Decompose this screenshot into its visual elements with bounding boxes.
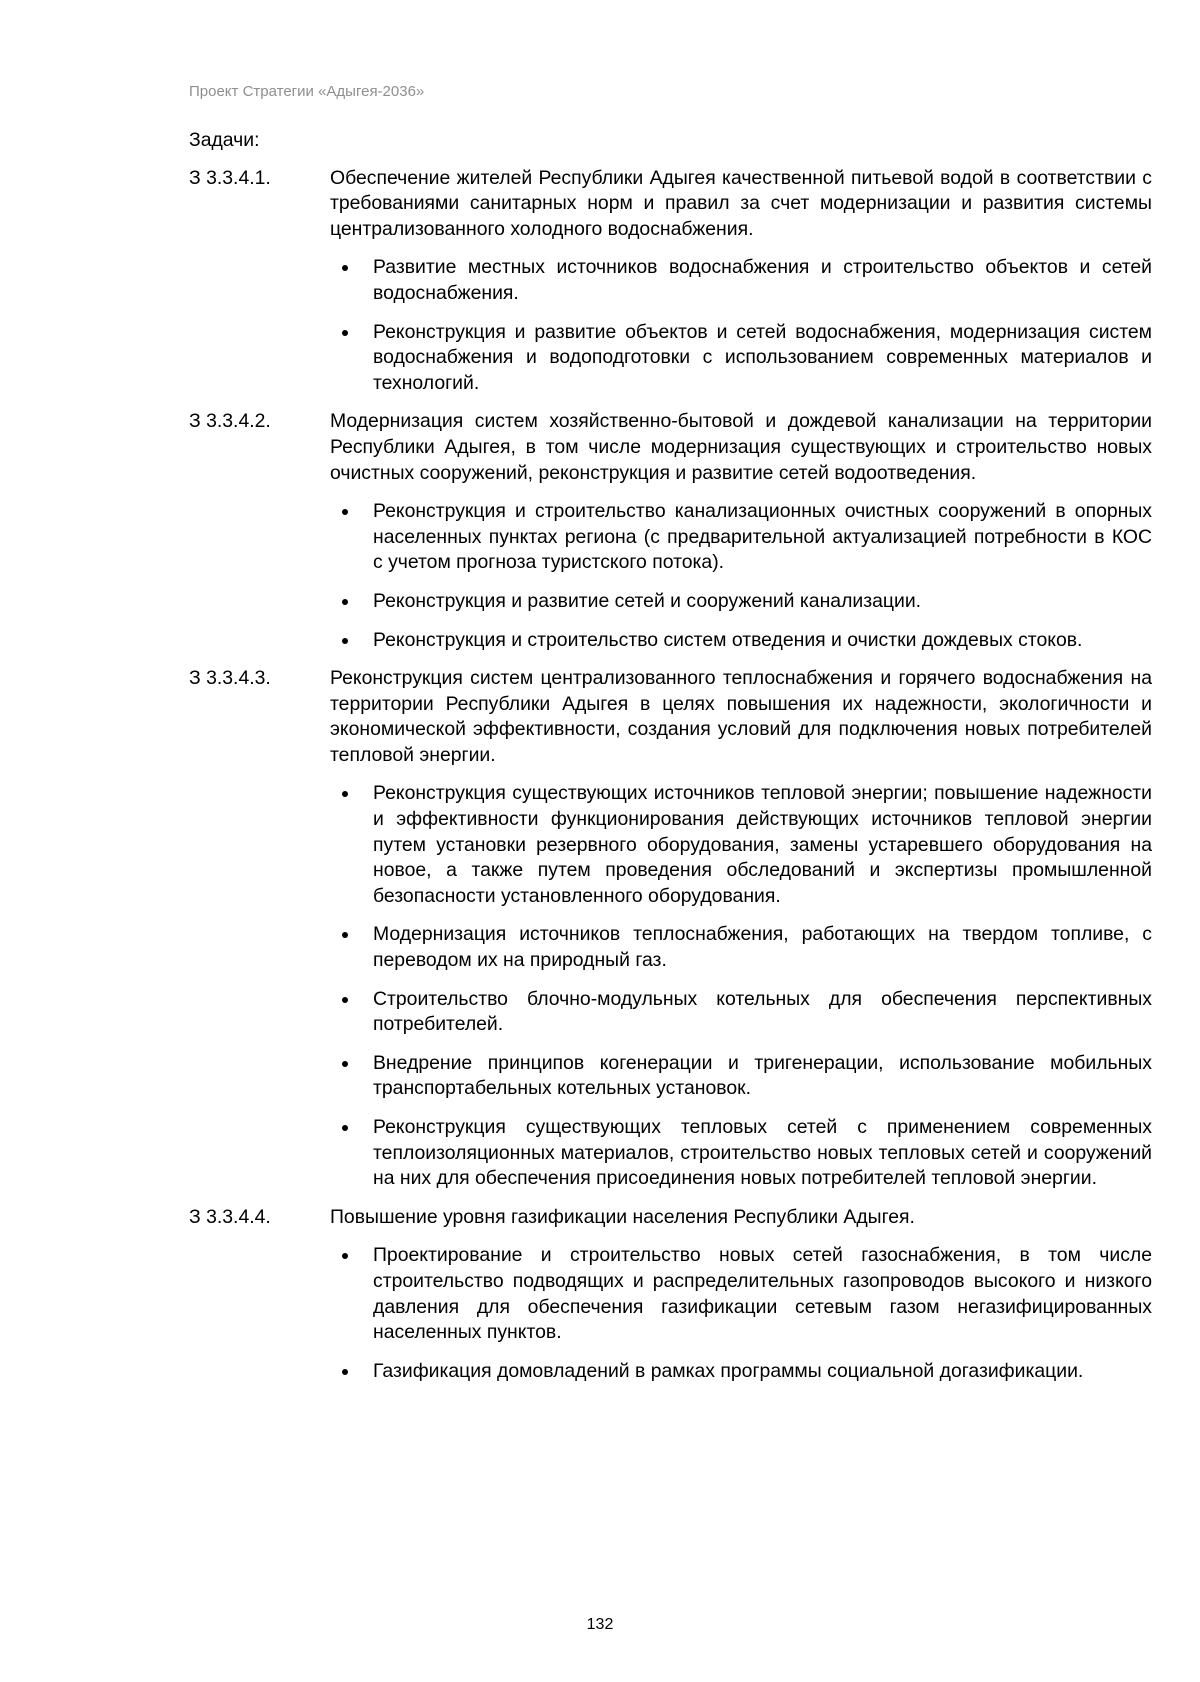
bullet-item xyxy=(330,1051,1152,1102)
bullet-item xyxy=(330,628,1152,654)
document-body xyxy=(189,128,1152,1397)
task-number: З 3.3.4.1. xyxy=(189,166,271,189)
task-bullets xyxy=(330,781,1152,1191)
bullet-icon xyxy=(330,1051,373,1102)
bullet-icon xyxy=(330,255,373,306)
task-item xyxy=(189,166,1152,243)
bullet-text: Реконструкция существующих тепловых сетей с применением современных теплоизоляционных материалов, строительство новых тепловых сетей и сооружений на них для обеспечения присоединения новых потребителей тепловой энергии. xyxy=(373,1116,1152,1190)
bullet-text: Развитие местных источников водоснабжения и строительство объектов и сетей водоснабжения. xyxy=(373,256,1152,304)
task-number: З 3.3.4.3. xyxy=(189,667,271,690)
task-text: Повышение уровня газификации населения Республики Адыгея. xyxy=(330,1205,915,1228)
bullet-text: Модернизация источников теплоснабжения, работающих на твердом топливе, с переводом их на природный газ. xyxy=(373,923,1152,972)
bullet-item xyxy=(330,1115,1152,1192)
bullet-item xyxy=(330,255,1152,306)
task-item xyxy=(189,1205,1152,1231)
task-number: З 3.3.4.2. xyxy=(189,410,271,433)
bullet-icon xyxy=(330,1359,373,1385)
bullet-item xyxy=(330,1359,1152,1385)
task-text: Модернизация систем хозяйственно-бытовой и дождевой канализации на территории Республики Адыгея, в том числе модернизация существующих и строительство новых очистных сооружений, реконструкция и развитие сетей водоотведения. xyxy=(330,410,1152,484)
bullet-text: Внедрение принципов когенерации и тригенерации, использование мобильных транспортабельных котельных установок. xyxy=(373,1051,1152,1100)
bullet-icon xyxy=(330,1115,373,1192)
bullet-text: Газификация домовладений в рамках программы социальной догазификации. xyxy=(373,1359,1084,1382)
task-bullets xyxy=(330,255,1152,396)
tasks-list xyxy=(189,166,1152,1385)
bullet-item xyxy=(330,922,1152,973)
bullet-item xyxy=(330,320,1152,397)
bullet-icon xyxy=(330,499,373,576)
bullet-icon xyxy=(330,628,373,654)
bullet-text: Строительство блочно-модульных котельных для обеспечения перспективных потребителей. xyxy=(373,987,1152,1036)
bullet-text: Реконструкция и строительство систем отведения и очистки дождевых стоков. xyxy=(373,628,1083,651)
tasks-title: Задачи: xyxy=(189,129,260,151)
bullet-item xyxy=(330,781,1152,909)
task-item xyxy=(189,409,1152,486)
task-bullets xyxy=(330,1243,1152,1384)
task-item xyxy=(189,666,1152,768)
bullet-item xyxy=(330,589,1152,615)
task-text: Реконструкция систем централизованного теплоснабжения и горячего водоснабжения на территории Республики Адыгея в целях повышения их надежности, экологичности и экономической эффективности, создания условий для подключения новых потребителей тепловой энергии. xyxy=(330,667,1152,766)
bullet-text: Реконструкция и развитие объектов и сетей водоснабжения, модернизация систем водоснабжения и водоподготовки с использованием современных материалов и технологий. xyxy=(373,320,1152,394)
bullet-icon xyxy=(330,320,373,397)
bullet-item xyxy=(330,987,1152,1038)
page-number: 132 xyxy=(586,1616,614,1633)
bullet-item xyxy=(330,499,1152,576)
task-text: Обеспечение жителей Республики Адыгея качественной питьевой водой в соответствии с требованиями санитарных норм и правил за счет модернизации и развития системы централизованного холодного водоснабжения. xyxy=(330,166,1152,240)
task-number: З 3.3.4.4. xyxy=(189,1205,271,1228)
bullet-icon xyxy=(330,781,373,909)
bullet-icon xyxy=(330,1243,373,1345)
bullet-icon xyxy=(330,589,373,615)
bullet-text: Реконструкция существующих источников тепловой энергии; повышение надежности и эффективности функционирования действующих источников тепловой энергии путем установки резервного оборудования, замены устаревшего оборудования на новое, а также путем проведения обследований и экспертизы промышленной безопасности установленного оборудования. xyxy=(373,782,1152,907)
bullet-text: Проектирование и строительство новых сетей газоснабжения, в том числе строительство подводящих и распределительных газопроводов высокого и низкого давления для обеспечения газификации сетевым газом негазифицированных населенных пунктов. xyxy=(373,1244,1152,1344)
page-header: Проект Стратегии «Адыгея-2036» xyxy=(189,83,425,100)
bullet-text: Реконструкция и строительство канализационных очистных сооружений в опорных населенных пунктах региона (с предварительной актуализацией потребности в КОС с учетом прогноза туристского потока). xyxy=(373,500,1152,574)
task-bullets xyxy=(330,499,1152,653)
bullet-icon xyxy=(330,922,373,973)
bullet-text: Реконструкция и развитие сетей и сооружений канализации. xyxy=(373,589,922,612)
bullet-icon xyxy=(330,987,373,1038)
bullet-item xyxy=(330,1243,1152,1345)
